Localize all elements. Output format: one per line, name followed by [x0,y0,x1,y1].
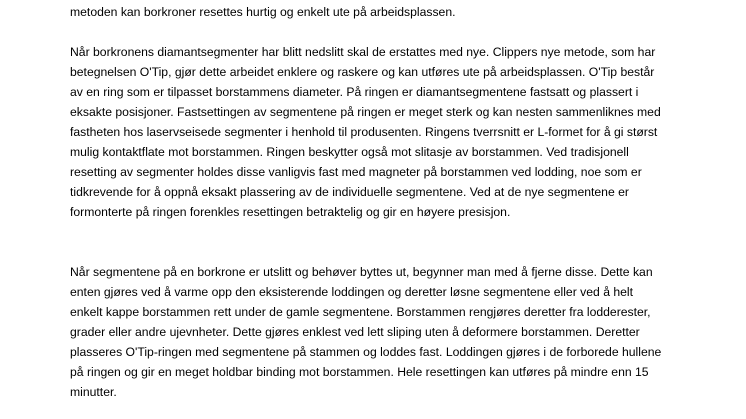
text-line: mulig kontaktflate mot borstammen. Ringen beskytter også mot slitasje av borstammen. Ved tradisjonell [70,145,629,159]
text-line: fastheten hos laservseisede segmenter i henhold til produsenten. Ringens tverrsnitt er L-formet for å gi størst [70,125,658,139]
text-line: betegnelsen O'Tip, gjør dette arbeidet enklere og raskere og kan utføres ute på arbeidsplassen. O'Tip består [70,65,655,79]
text-line: tidkrevende for å oppnå eksakt plassering av de individuelle segmentene. Ved at de nye segmentene er [70,185,629,199]
text-line: plasseres O'Tip-ringen med segmentene på stammen og loddes fast. Loddingen gjøres i de forborede hullene [70,345,662,359]
paragraph-intro-end [70,2,456,22]
text-line: eksakte posisjoner. Fastsettingen av segmentene på ringen er meget sterk og kan nesten sammenliknes med [70,105,661,119]
text-line: formonterte på ringen forenkles resettingen betraktelig og gir en høyere presisjon. [70,205,511,219]
text-line: Når segmentene på en borkrone er utslitt og behøver byttes ut, begynner man med å fjerne disse. Dette kan [70,265,653,279]
paragraph-otip-description [70,42,661,222]
text-line: resetting av segmenter holdes disse vanligvis fast med magneter på borstammen ved lodding, noe som er [70,165,642,179]
text-line: minutter. [70,385,117,399]
text-line: av en ring som er tilpasset borstammens diameter. På ringen er diamantsegmentene fastsatt og plassert i [70,85,639,99]
text-line: metoden kan borkroner resettes hurtig og enkelt ute på arbeidsplassen. [70,5,456,19]
text-line: enkelt kappe borstammen rett under de gamle segmentene. Borstammen rengjøres deretter fra lodderester, [70,305,651,319]
text-line: på ringen og gir en meget holdbar binding mot borstammen. Hele resettingen kan utføres på mindre enn 15 [70,365,649,379]
text-line: Når borkronens diamantsegmenter har blitt nedslitt skal de erstattes med nye. Clippers nye metode, som har [70,45,656,59]
text-line: grader eller andre ujevnheter. Dette gjøres enklest ved lett sliping uten å deformere borstammen. Deretter [70,325,640,339]
paragraph-resetting-procedure [70,262,661,402]
text-line: enten gjøres ved å varme opp den eksisterende loddingen og deretter løsne segmentene eller ved å helt [70,285,634,299]
